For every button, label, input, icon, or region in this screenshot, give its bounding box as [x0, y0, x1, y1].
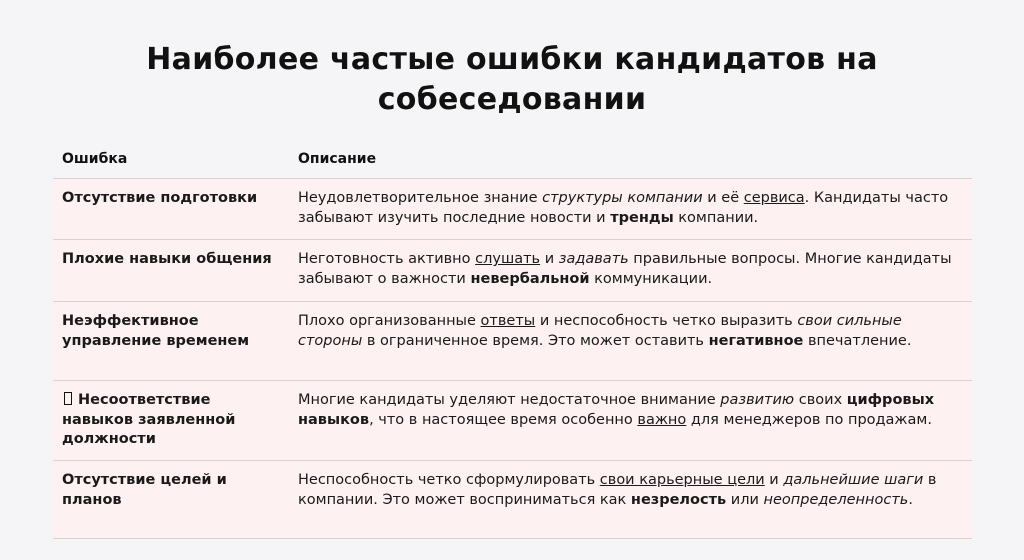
title-line-1: Наиболее частые ошибки кандидатов на — [146, 42, 878, 77]
desc-text: своих — [794, 392, 847, 408]
desc-underline: слушать — [475, 251, 541, 267]
desc-underline: свои карьерные цели — [599, 472, 765, 488]
desc-italic: задавать — [558, 251, 629, 267]
error-cell: Отсутствие целей и планов — [62, 472, 227, 508]
desc-text: впечатление. — [803, 332, 912, 349]
header-error: Ошибка — [62, 151, 128, 167]
desc-text: и неспособность четко выразить — [535, 313, 798, 329]
desc-bold: негативное — [708, 332, 804, 349]
desc-italic: развитию — [720, 392, 795, 408]
desc-text: и её — [702, 190, 744, 206]
desc-text: Неготовность активно — [298, 251, 476, 267]
error-cell: Плохие навыки общения — [62, 251, 272, 267]
table-row — [53, 461, 972, 539]
desc-text: , что в настоящее время особенно — [369, 411, 638, 428]
desc-italic: неопределенность — [763, 491, 909, 508]
description-cell — [288, 240, 972, 302]
header-description: Описание — [298, 151, 377, 167]
error-cell — [53, 381, 288, 461]
desc-underline: важно — [637, 411, 687, 428]
desc-text: Многие кандидаты уделяют недостаточное внимание — [298, 392, 721, 408]
desc-text: правильные вопросы. Многие кандидаты забывают о важности — [298, 251, 952, 287]
table-row — [53, 381, 972, 461]
error-cell: Неэффективное управление временем — [62, 313, 250, 349]
desc-text: в компании. Это может восприниматься как — [298, 472, 937, 508]
table-row — [53, 302, 972, 381]
table-row — [53, 179, 972, 240]
error-cell: Отсутствие подготовки — [62, 190, 258, 206]
title-line-2: собеседовании — [377, 82, 647, 117]
description-cell — [288, 302, 972, 381]
description-cell — [288, 461, 972, 539]
desc-text: Неспособность четко сформулировать — [298, 472, 600, 488]
desc-bold: тренды — [610, 209, 674, 226]
page-title — [0, 40, 1024, 120]
desc-text: и — [540, 251, 559, 267]
desc-italic: дальнейшие шаги — [783, 472, 924, 488]
desc-text: Неудовлетворительное знание — [298, 190, 543, 206]
missing-glyph-icon — [64, 392, 72, 405]
desc-underline: ответы — [480, 313, 536, 329]
errors-table — [53, 140, 972, 539]
error-label: Несоответствие навыков заявленной должности — [62, 392, 236, 447]
desc-italic: структуры компании — [542, 190, 703, 206]
desc-text: или — [726, 491, 764, 508]
desc-underline: сервиса — [743, 190, 805, 206]
desc-text: компании. — [673, 209, 759, 226]
desc-text: . Кандидаты часто забывают изучить последние новости и — [298, 190, 949, 226]
desc-italic: свои сильные стороны — [298, 313, 902, 349]
table-row — [53, 240, 972, 302]
desc-bold: незрелость — [630, 491, 727, 508]
desc-text: коммуникации. — [589, 270, 713, 287]
desc-text: для менеджеров по продажам. — [686, 411, 932, 428]
desc-bold: невербальной — [470, 270, 590, 287]
description-cell — [288, 179, 972, 240]
desc-text: Плохо организованные — [298, 313, 481, 329]
desc-text: . — [908, 491, 913, 508]
table-header-row — [53, 140, 972, 179]
desc-text: в ограниченное время. Это может оставить — [362, 332, 709, 349]
desc-text: и — [764, 472, 784, 488]
desc-bold: цифровых навыков — [298, 392, 935, 428]
description-cell — [288, 381, 972, 461]
